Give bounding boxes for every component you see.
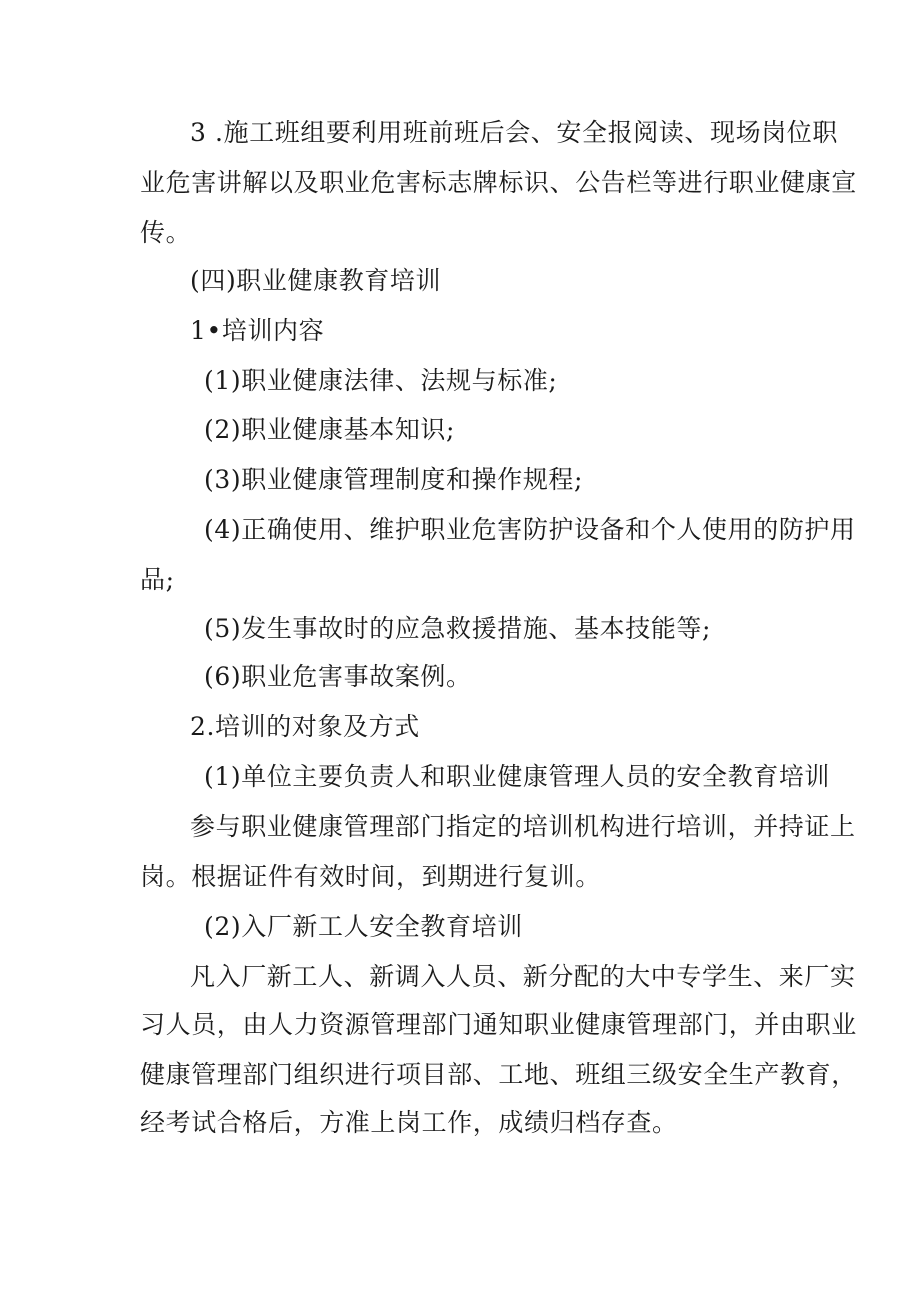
training-paragraph-2-line-2: 习人员，由人力资源管理部门通知职业健康管理部门，并由职业 bbox=[140, 1010, 857, 1039]
training-paragraph-2-line-3: 健康管理部门组织进行项目部、工地、班组三级安全生产教育， bbox=[140, 1060, 857, 1089]
training-paragraph-2-line-4: 经考试合格后，方准上岗工作，成绩归档存查。 bbox=[140, 1108, 678, 1137]
paragraph-line-1: 3 .施工班组要利用班前班后会、安全报阅读、现场岗位职 bbox=[190, 118, 839, 147]
list-item-5: (5)发生事故时的应急救援措施、基本技能等; bbox=[204, 614, 712, 643]
list-item-6: (6)职业危害事故案例。 bbox=[204, 662, 472, 691]
training-paragraph-1-line-1: 参与职业健康管理部门指定的培训机构进行培训，并持证上 bbox=[190, 812, 856, 841]
subsection-heading-1: 1•培训内容 bbox=[190, 316, 325, 345]
list-item-1: (1)职业健康法律、法规与标准; bbox=[204, 366, 558, 395]
list-item-4-continued: 品; bbox=[140, 565, 175, 594]
training-target-2: (2)入厂新工人安全教育培训 bbox=[204, 912, 523, 941]
section-heading: (四)职业健康教育培训 bbox=[190, 266, 442, 295]
paragraph-line-3: 传。 bbox=[140, 218, 192, 247]
training-paragraph-2-line-1: 凡入厂新工人、新调入人员、新分配的大中专学生、来厂实 bbox=[190, 962, 856, 991]
list-item-4: (4)正确使用、维护职业危害防护设备和个人使用的防护用 bbox=[204, 515, 856, 544]
list-item-3: (3)职业健康管理制度和操作规程; bbox=[204, 465, 584, 494]
training-paragraph-1-line-2: 岗。根据证件有效时间，到期进行复训。 bbox=[140, 862, 601, 891]
paragraph-line-2: 业危害讲解以及职业危害标志牌标识、公告栏等进行职业健康宣 bbox=[140, 168, 857, 197]
subsection-heading-2: 2.培训的对象及方式 bbox=[190, 712, 420, 741]
training-target-1: (1)单位主要负责人和职业健康管理人员的安全教育培训 bbox=[204, 762, 831, 791]
list-item-2: (2)职业健康基本知识; bbox=[204, 415, 456, 444]
